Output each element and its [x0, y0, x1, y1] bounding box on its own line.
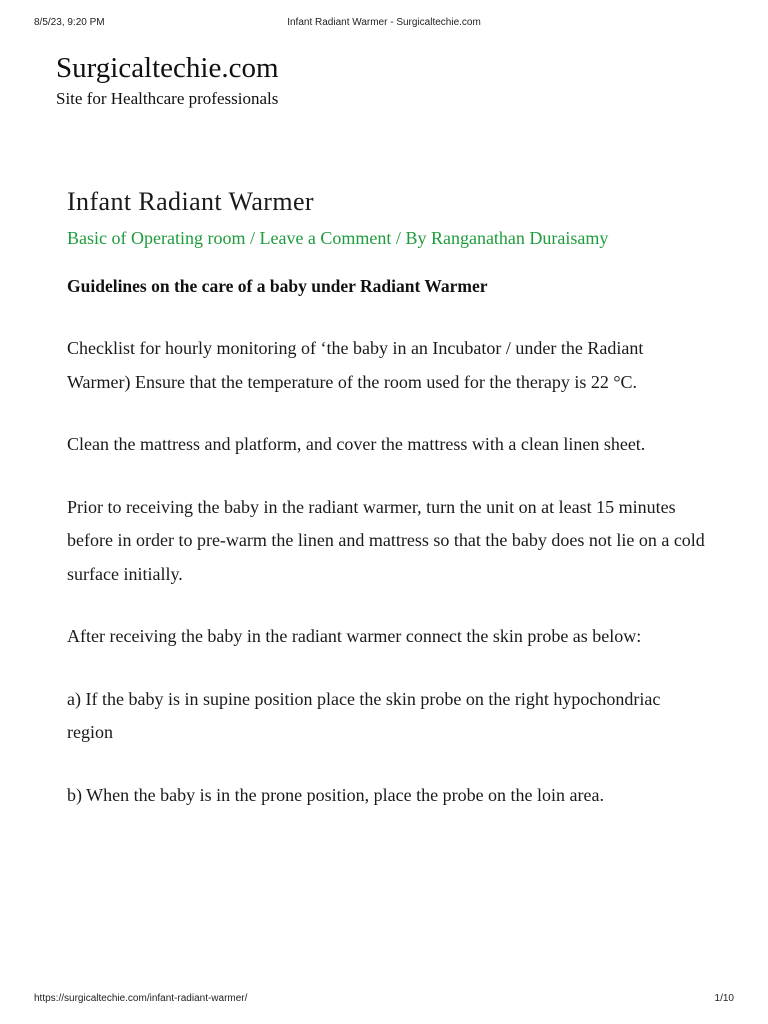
article-meta [67, 225, 707, 252]
print-page-title: Infant Radiant Warmer - Surgicaltechie.com [287, 17, 481, 28]
category-link[interactable]: Basic of Operating room [67, 228, 246, 248]
article [67, 186, 707, 812]
meta-separator: / [245, 228, 260, 248]
author-prefix: By [405, 228, 431, 248]
section-heading: Guidelines on the care of a baby under Radiant Warmer [67, 276, 488, 296]
paragraph: Prior to receiving the baby in the radiant warmer, turn the unit on at least 15 minutes before in order to pre-warm the linen and mattress so that the baby does not lie on a cold surface initially. [67, 496, 705, 584]
site-title[interactable]: Surgicaltechie.com [56, 52, 279, 84]
paragraph: After receiving the baby in the radiant warmer connect the skin probe as below: [67, 626, 642, 646]
paragraph: a) If the baby is in supine position place the skin probe on the right hypochondriac region [67, 688, 661, 742]
article-title: Infant Radiant Warmer [67, 187, 314, 216]
print-header [0, 17, 768, 31]
print-footer [0, 993, 768, 1007]
paragraph: Checklist for hourly monitoring of ‘the baby in an Incubator / under the Radiant Warmer) Ensure that the temperature of the room used for the therapy is 22 °C. [67, 338, 644, 392]
author-link[interactable]: Ranganathan Duraisamy [430, 228, 609, 248]
site-tagline: Site for Healthcare professionals [56, 89, 279, 108]
print-url: https://surgicaltechie.com/infant-radiant-warmer/ [34, 993, 248, 1004]
comment-link[interactable]: Leave a Comment [259, 228, 392, 248]
print-datetime: 8/5/23, 9:20 PM [34, 17, 105, 28]
paragraph: b) When the baby is in the prone position, place the probe on the loin area. [67, 784, 605, 805]
print-page-count: 1/10 [714, 993, 734, 1004]
meta-separator: / [391, 228, 406, 248]
paragraph: Clean the mattress and platform, and cover the mattress with a clean linen sheet. [67, 434, 646, 454]
